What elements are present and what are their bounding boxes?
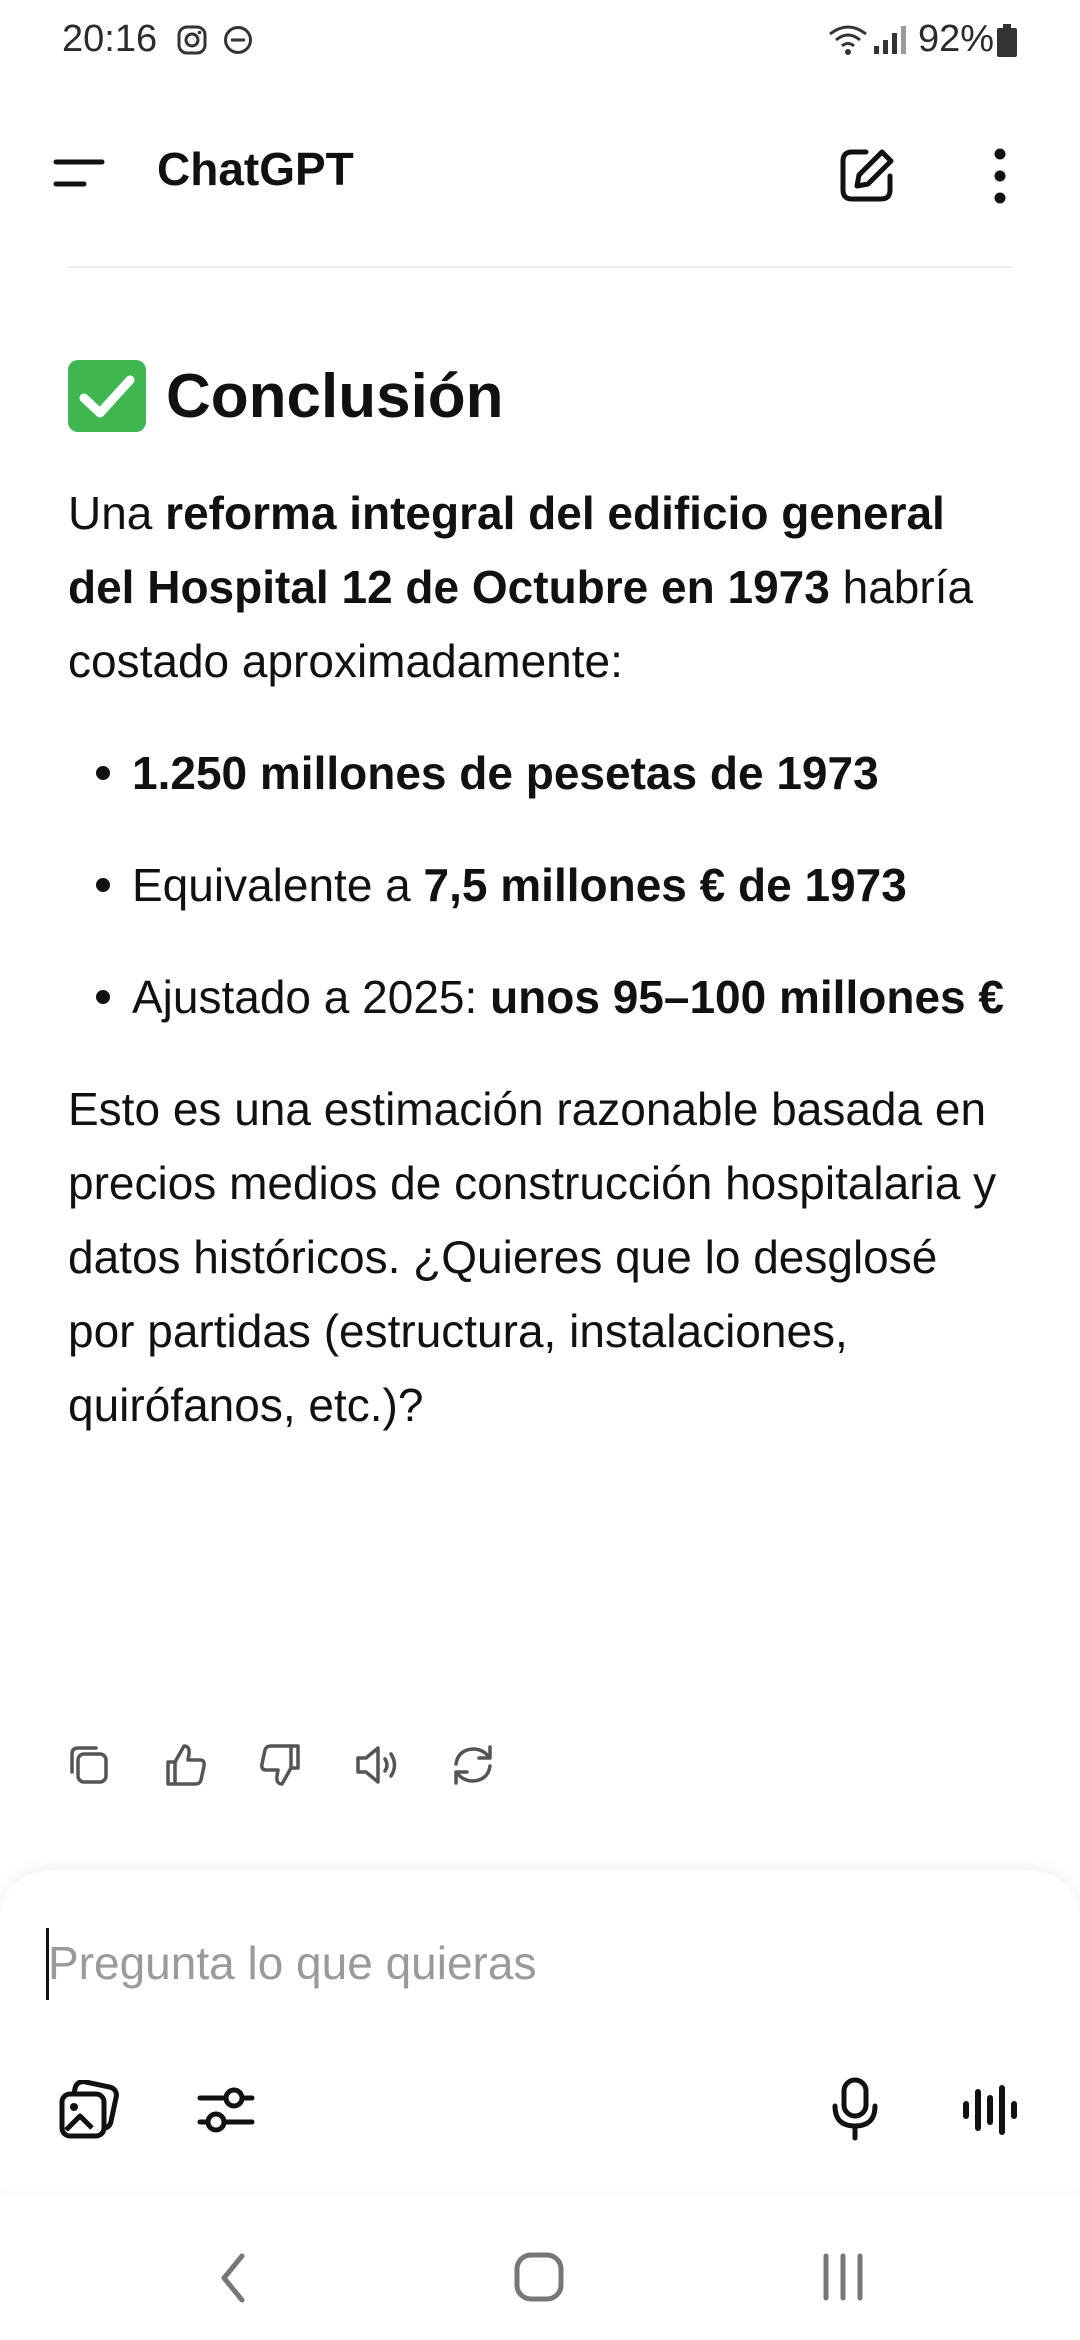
bullet-bold: unos 95–100 millones € — [490, 971, 1004, 1023]
heading-text: Conclusión — [166, 361, 504, 431]
check-mark-icon — [68, 360, 146, 432]
regenerate-icon[interactable] — [448, 1740, 498, 1790]
intro-bold: reforma integral del edificio general del Hospital 12 de Octubre en 1973 — [68, 487, 945, 613]
outro-paragraph: Esto es una estimación razonable basada en precios medios de construcción hospitalaria y datos históricos. ¿Quieres que lo desglosé por partidas (estructura, instalaciones, quirófanos, etc.)? — [68, 1083, 997, 1431]
app-title: ChatGPT — [157, 143, 354, 195]
bullet-pre: Ajustado a 2025: — [132, 971, 491, 1023]
status-time: 20:16 — [62, 18, 158, 60]
voice-mode-icon[interactable] — [960, 2084, 1020, 2136]
menu-icon[interactable] — [52, 154, 108, 194]
thumbs-up-icon[interactable] — [160, 1740, 210, 1790]
battery-percent: 92% — [918, 18, 995, 60]
microphone-icon[interactable] — [830, 2076, 880, 2142]
new-chat-icon[interactable] — [838, 146, 896, 204]
header-divider — [68, 266, 1012, 268]
system-nav-bar — [0, 2220, 1080, 2340]
bullet-bold: 1.250 millones de pesetas de 1973 — [132, 747, 879, 799]
dnd-icon — [222, 24, 254, 56]
instagram-icon — [176, 24, 208, 56]
bullet-bold: 7,5 millones € de 1973 — [423, 859, 907, 911]
assistant-message — [68, 360, 1012, 1442]
signal-icon — [872, 24, 908, 56]
battery-icon — [996, 24, 1018, 58]
message-actions — [64, 1740, 498, 1800]
intro-post: habría costado aproximadamente: — [68, 561, 974, 687]
back-icon[interactable] — [214, 2250, 254, 2306]
more-icon[interactable] — [988, 146, 1012, 206]
text-caret — [46, 1928, 49, 2000]
bullet-pre: Equivalente a — [132, 859, 424, 911]
intro-pre: Una — [68, 487, 166, 539]
recents-icon[interactable] — [818, 2250, 868, 2304]
intro-paragraph — [68, 476, 1012, 698]
composer-panel — [0, 1870, 1080, 2190]
list-item — [68, 848, 1012, 922]
thumbs-down-icon[interactable] — [256, 1740, 306, 1790]
attach-image-icon[interactable] — [58, 2080, 124, 2142]
list-item — [68, 960, 1012, 1034]
list-item — [68, 736, 1012, 810]
read-aloud-icon[interactable] — [352, 1740, 402, 1790]
app-header — [0, 110, 1080, 240]
home-icon[interactable] — [512, 2250, 566, 2304]
wifi-icon — [826, 22, 870, 58]
copy-icon[interactable] — [64, 1740, 114, 1790]
status-bar — [0, 0, 1080, 84]
bullet-list — [68, 736, 1012, 1034]
message-heading — [68, 360, 1012, 432]
message-input[interactable] — [46, 1922, 1030, 2004]
tools-icon[interactable] — [196, 2082, 256, 2138]
